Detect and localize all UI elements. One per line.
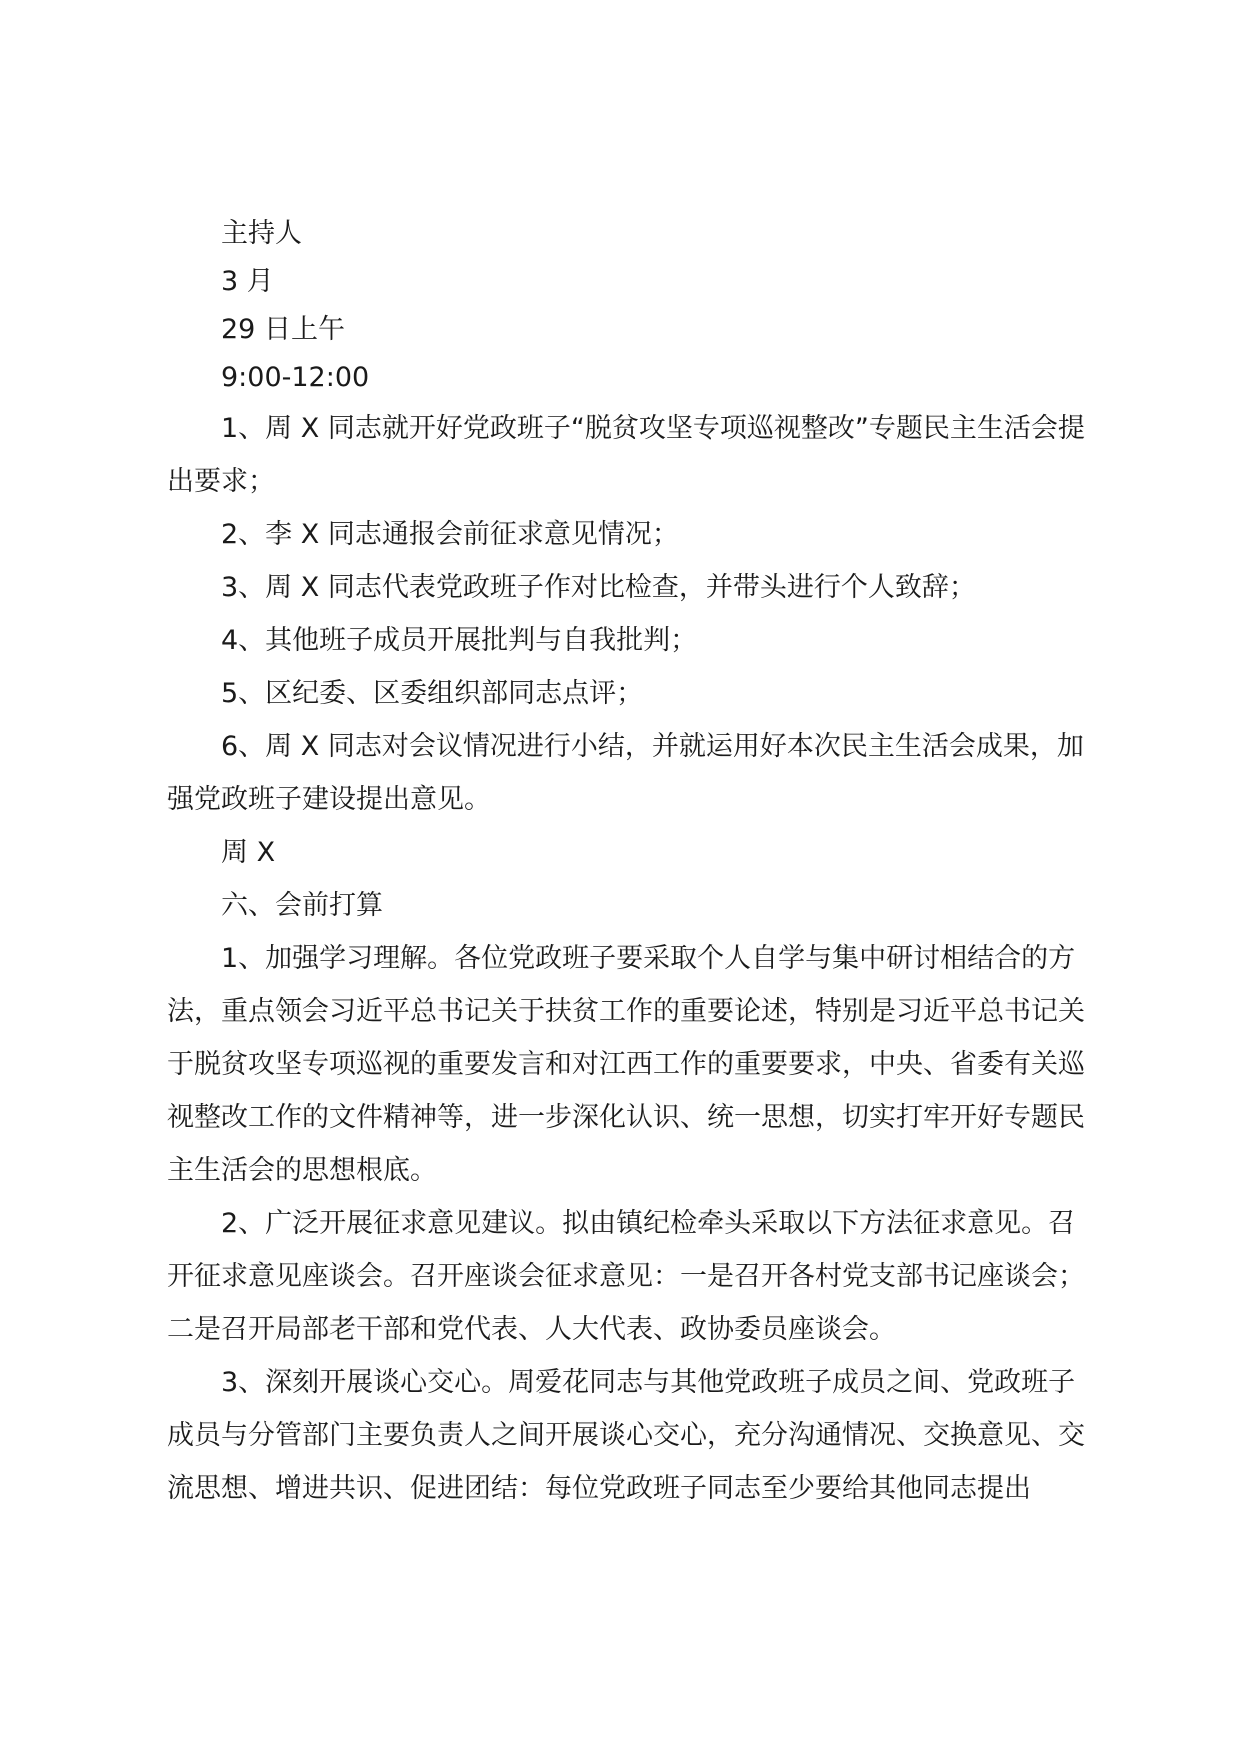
agenda-item-3: 3、周 X 同志代表党政班子作对比检查，并带头进行个人致辞；: [221, 572, 976, 603]
paragraph-presenter: 周 X: [221, 837, 276, 868]
agenda-item-2: 2、李 X 同志通报会前征求意见情况；: [221, 519, 679, 550]
agenda-item-6: 6、周 X 同志对会议情况进行小结，并就运用好本次民主生活会成果，加强党政班子建设提出意见。: [167, 731, 1084, 815]
document-body: [167, 210, 1097, 1515]
prep-item-2: 2、广泛开展征求意见建议。拟由镇纪检牵头采取以下方法征求意见。召开征求意见座谈会。召开座谈会征求意见：一是召开各村党支部书记座谈会；二是召开局部老干部和党代表、人大代表、政协委员座谈会。: [167, 1208, 1085, 1345]
section-heading: 六、会前打算: [221, 890, 383, 921]
paragraph-time: 9:00-12:00: [221, 362, 370, 393]
paragraph-day: 29 日上午: [221, 314, 345, 345]
agenda-item-5: 5、区纪委、区委组织部同志点评；: [221, 678, 644, 709]
paragraph-month: 3 月: [221, 266, 274, 297]
prep-item-1: 1、加强学习理解。各位党政班子要采取个人自学与集中研讨相结合的方法，重点领会习近平总书记关于扶贫工作的重要论述，特别是习近平总书记关于脱贫攻坚专项巡视的重要发言和对江西工作的重要要求，中央、省委有关巡视整改工作的文件精神等，进一步深化认识、统一思想，切实打牢开好专题民主生活会的思想根底。: [167, 943, 1085, 1186]
paragraph-host: 主持人: [221, 218, 302, 249]
agenda-item-1: 1、周 X 同志就开好党政班子“脱贫攻坚专项巡视整改”专题民主生活会提出要求；: [167, 413, 1085, 497]
prep-item-3: 3、深刻开展谈心交心。周爱花同志与其他党政班子成员之间、党政班子成员与分管部门主要负责人之间开展谈心交心，充分沟通情况、交换意见、交流思想、增进共识、促进团结：每位党政班子同志至少要给其他同志提出: [167, 1367, 1085, 1504]
agenda-item-4: 4、其他班子成员开展批判与自我批判；: [221, 625, 698, 656]
